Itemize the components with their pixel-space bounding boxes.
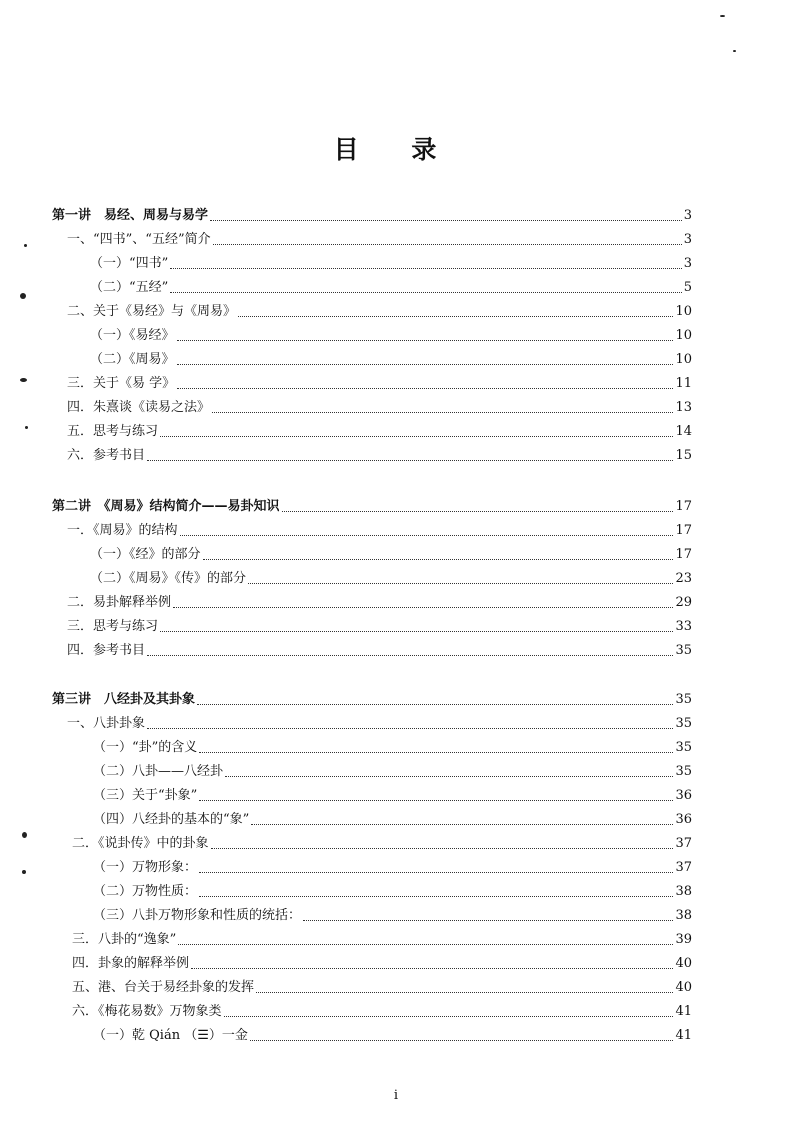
dot-leader — [199, 752, 673, 753]
toc-entry-page: 41 — [675, 1004, 692, 1019]
toc-entry-page: 14 — [675, 424, 692, 439]
toc-entry-page: 35 — [675, 740, 692, 755]
dot-leader — [178, 944, 673, 945]
toc-entry-label: （一）《易经》 — [90, 328, 175, 343]
toc-entry-chapter-1[interactable] — [52, 205, 692, 227]
toc-entry[interactable] — [72, 953, 692, 975]
toc-entry[interactable] — [93, 857, 692, 879]
dot-leader — [250, 1040, 674, 1041]
toc-entry[interactable] — [67, 445, 692, 467]
toc-entry-label: （一）乾 Qián （☰）一金 — [93, 1028, 248, 1043]
toc-entry-label: 六．《梅花易数》万物象类 — [72, 1004, 222, 1019]
toc-entry[interactable] — [93, 737, 692, 759]
toc-entry[interactable] — [90, 277, 692, 299]
toc-entry-label: 第一讲 易经、周易与易学 — [52, 208, 209, 223]
toc-entry-label: 五、港、台关于易经卦象的发挥 — [72, 980, 255, 995]
toc-entry-label: （二）八卦——八经卦 — [93, 764, 224, 779]
dot-leader — [303, 920, 673, 921]
dot-leader — [191, 968, 673, 969]
toc-entry-label: （一）“卦”的含义 — [93, 740, 198, 755]
toc-entry[interactable] — [72, 833, 692, 855]
toc-entry-page: 17 — [675, 547, 692, 562]
toc-entry-page: 10 — [675, 328, 692, 343]
toc-entry-page: 40 — [675, 956, 692, 971]
dot-leader — [177, 388, 673, 389]
toc-entry[interactable] — [93, 881, 692, 903]
toc-entry-label: 第二讲 《周易》结构简介——易卦知识 — [52, 499, 280, 514]
toc-entry-page: 37 — [675, 860, 692, 875]
toc-entry[interactable] — [72, 929, 692, 951]
dot-leader — [197, 704, 673, 705]
toc-entry[interactable] — [67, 713, 692, 735]
toc-entry-page: 15 — [675, 448, 692, 463]
toc-entry-page: 36 — [675, 788, 692, 803]
toc-entry-label: （四）八经卦的基本的“象” — [93, 812, 250, 827]
dot-leader — [203, 559, 674, 560]
toc-entry-label: 二．《说卦传》中的卦象 — [72, 836, 209, 851]
toc-entry[interactable] — [72, 977, 692, 999]
toc-entry-label: （二）《周易》 — [90, 352, 175, 367]
toc-entry-label: 二、关于《易经》与《周易》 — [67, 304, 237, 319]
toc-entry[interactable] — [90, 568, 692, 590]
toc-entry[interactable] — [67, 520, 692, 542]
dot-leader — [199, 872, 673, 873]
toc-entry-page: 37 — [675, 836, 692, 851]
dot-leader — [213, 244, 682, 245]
toc-entry-page: 3 — [683, 232, 692, 247]
scan-speck — [24, 244, 27, 247]
dot-leader — [180, 535, 674, 536]
toc-entry[interactable] — [67, 640, 692, 662]
dot-leader — [212, 412, 673, 413]
toc-entry[interactable] — [90, 325, 692, 347]
toc-entry-label: 四．朱熹谈《读易之法》 — [67, 400, 211, 415]
dot-leader — [256, 992, 673, 993]
toc-entry-label: （三）八卦万物形象和性质的统括： — [93, 908, 302, 923]
toc-entry[interactable] — [72, 1001, 692, 1023]
dot-leader — [210, 220, 682, 221]
toc-entry-label: 一．《周易》的结构 — [67, 523, 178, 538]
toc-entry[interactable] — [93, 1025, 692, 1047]
toc-entry-label: 一、“四书”、“五经”简介 — [67, 232, 211, 247]
toc-entry-page: 10 — [675, 352, 692, 367]
toc-entry-chapter-3[interactable] — [52, 689, 692, 711]
page-number: i — [393, 1088, 399, 1103]
toc-entry-label: （一）《经》的部分 — [90, 547, 201, 562]
dot-leader — [177, 340, 674, 341]
scan-speck — [733, 50, 736, 52]
toc-entry-label: 第三讲 八经卦及其卦象 — [52, 692, 196, 707]
toc-entry-label: 五．思考与练习 — [67, 424, 159, 439]
toc-entry-label: 二．易卦解释举例 — [67, 595, 172, 610]
dot-leader — [147, 728, 673, 729]
page-title: 目 录 — [333, 135, 459, 164]
toc-entry-label: 六．参考书目 — [67, 448, 146, 463]
dot-leader — [147, 655, 673, 656]
scan-speck — [25, 426, 28, 429]
toc-entry-page: 3 — [683, 208, 692, 223]
dot-leader — [170, 292, 681, 293]
toc-entry-label: 四．参考书目 — [67, 643, 146, 658]
toc-entry-page: 33 — [675, 619, 692, 634]
scan-speck — [20, 293, 26, 299]
toc-entry[interactable] — [67, 301, 692, 323]
toc-entry-label: （一）“四书” — [90, 256, 169, 271]
toc-entry-label: （二）万物性质： — [93, 884, 198, 899]
dot-leader — [224, 1016, 674, 1017]
toc-entry-label: （一）万物形象： — [93, 860, 198, 875]
toc-entry-page: 11 — [675, 376, 692, 391]
dot-leader — [248, 583, 673, 584]
toc-entry-page: 23 — [675, 571, 692, 586]
toc-entry-page: 35 — [675, 643, 692, 658]
toc-entry-page: 29 — [675, 595, 692, 610]
toc-entry-label: （二）“五经” — [90, 280, 169, 295]
toc-entry-page: 13 — [675, 400, 692, 415]
scan-speck — [22, 832, 27, 838]
dot-leader — [147, 460, 673, 461]
dot-leader — [173, 607, 673, 608]
toc-entry-label: 一、八卦卦象 — [67, 716, 146, 731]
toc-entry-page: 17 — [675, 499, 692, 514]
toc-entry[interactable] — [93, 809, 692, 831]
toc-entry-page: 40 — [675, 980, 692, 995]
dot-leader — [160, 631, 673, 632]
dot-leader — [177, 364, 674, 365]
toc-entry-page: 5 — [683, 280, 692, 295]
toc-entry-chapter-2[interactable] — [52, 496, 692, 518]
dot-leader — [160, 436, 673, 437]
toc-entry-page: 41 — [675, 1028, 692, 1043]
toc-entry[interactable] — [67, 616, 692, 638]
toc-entry-label: 三．思考与练习 — [67, 619, 159, 634]
toc-entry-page: 3 — [683, 256, 692, 271]
toc-entry[interactable] — [93, 785, 692, 807]
toc-entry-page: 36 — [675, 812, 692, 827]
toc-entry-label: 三．八卦的“逸象” — [72, 932, 177, 947]
toc-entry-page: 10 — [675, 304, 692, 319]
scan-speck — [20, 378, 27, 382]
toc-entry[interactable] — [93, 905, 692, 927]
toc-entry-page: 17 — [675, 523, 692, 538]
scan-speck — [22, 870, 26, 874]
dot-leader — [282, 511, 674, 512]
toc-entry-page: 39 — [675, 932, 692, 947]
toc-entry[interactable] — [90, 349, 692, 371]
dot-leader — [199, 896, 673, 897]
toc-entry[interactable] — [93, 761, 692, 783]
dot-leader — [251, 824, 673, 825]
toc-entry-page: 38 — [675, 884, 692, 899]
dot-leader — [170, 268, 681, 269]
dot-leader — [225, 776, 673, 777]
toc-entry-page: 35 — [675, 716, 692, 731]
toc-entry[interactable] — [90, 253, 692, 275]
toc-entry-page: 35 — [675, 764, 692, 779]
toc-entry[interactable] — [90, 544, 692, 566]
dot-leader — [238, 316, 673, 317]
scan-speck — [720, 15, 725, 17]
toc-entry-label: （二）《周易》《传》的部分 — [90, 571, 247, 586]
toc-entry[interactable] — [67, 373, 692, 395]
toc-entry-page: 35 — [675, 692, 692, 707]
toc-entry-page: 38 — [675, 908, 692, 923]
dot-leader — [199, 800, 673, 801]
toc-entry-label: 四．卦象的解释举例 — [72, 956, 190, 971]
toc-entry[interactable] — [67, 397, 692, 419]
dot-leader — [211, 848, 674, 849]
toc-entry[interactable] — [67, 592, 692, 614]
toc-entry-label: （三）关于“卦象” — [93, 788, 198, 803]
toc-entry-label: 三．关于《易 学》 — [67, 376, 176, 391]
toc-entry[interactable] — [67, 229, 692, 251]
toc-entry[interactable] — [67, 421, 692, 443]
